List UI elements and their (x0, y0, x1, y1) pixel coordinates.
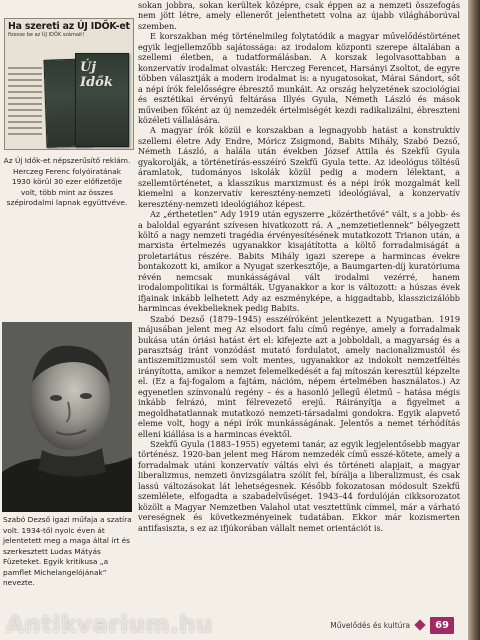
magazine-cover-front (75, 53, 129, 147)
section-diamond-icon (414, 619, 425, 630)
portrait-drawing (2, 322, 132, 512)
paragraph-1: sokan jobbra, sokan kerültek középre, csak éppen az a nemzeti összefogás nem jött létre, amely ellenerőt jelenthetett volna az újabb világháborúval szemben. (138, 0, 460, 31)
ad-fineprint-lines (8, 67, 42, 139)
ad-headline-second: fizesse be az ÚJ IDŐK számait! (8, 32, 85, 38)
book-spine-edge (468, 0, 480, 640)
main-text-column (138, 0, 460, 533)
page-number: 69 (430, 617, 454, 634)
paragraph-4: Az „érthetetlen” Ady 1919 után egyszerre „közérthetővé” vált, s a jobb- és a baloldal egyaránt szívesen hivatkozott rá. A „nemzetietlennek” bélyegzett költő a nagy nemzeti tragédia érvényesítésének mutatkozott Trianon után, a marxista értelmezés ugyanakkor kisajátította a költő forradalmiságát a proletariátus részére. Babits Mihály igazi szerepe a harmincas évekre bontakozott ki, amikor a Nyugat szerkesztője, a Baumgarten-díj kuratóriuma révén nemcsak munkásságával vált irodalmi vezérré, hanem irodalompolitikai is formálták. Ugyanakkor a kor is változott: a húszas évek ifjainak inkább lelhetett Ady az eszményképe, a higgadtabb, klasszicizálóbb harmincas évekbelieknek pedig Babits. (138, 209, 460, 314)
magazine-title: Új Idők (80, 60, 113, 90)
paragraph-5: Szabó Dezső (1879–1945) esszéíróként jelentkezett a Nyugatban. 1919 májusában jelent meg Az elsodort falu című regénye, amely a forradalmak bukása után óriási hatást ért el: kifejezte azt a jobboldali, a magyarság és a parasztság iránt vonzódást mutató fordulatot, amely nacionalizmustól és antiszemitizmustól sem volt mentes, ugyanakkor az indokolt nemzetféltés irányította, amikor a nemzet felemelkedését a faj mítoszán keresztül képzelte el. (Ez a faj-fogalom a fajtám, nációm, népem értelmében használatos.) Az egyenetlen színvonalú regény – és a hasonló jellegű életmű – hatása mégis inkább felrázó, mint félrevezető erejű. Ráirányítja a figyelmet a megoldhatatlannak mutatkozó nemzeti-társadalmi gondokra. Egyik alapvető eleme volt, hogy a népi írók munkásságának. Jelentős a nemet térhódítás elleni kiállása is a harmincas évektől. (138, 313, 460, 439)
portrait-photo-szabo-dezso (2, 322, 132, 512)
portrait-caption: Szabó Dezső igazi műfaja a szatíra volt. 1934-től nyolc éven át jelentetett meg a maga által írt és szerkesztett Ludas Mátyás Füzeteket. Egyik kritikusa „a pamflet Michelangelójának” nevezte. (3, 515, 132, 587)
ad-headline: Ha szereti az ÚJ IDŐK-et (8, 21, 130, 32)
watermark: Antikvarium.hu (6, 612, 213, 638)
paragraph-2: E korszakban még történelmileg folytatódik a magyar művelődéstörténet egyik legjellemzőbb sajátossága: az irodalom központi szerepe általában a szellemi életben, a tudatformálásban. A korszak legolvasottabban a konzervatív irodalmat olvasták: Herczeg Ferencet, Harsányi Zsoltot, de egyre többen választják a modern irodalmat is: a nyugatosokat, Márai Sándort, sőt a népi írók felelősségre ébresztő munkáit. Az ország helyzetének szociológiai és esztétikai érvényű feltárása Illyés Gyula, Németh László és mások műveiben főként az új nemzedék értelmiségét kezdi radikalizálni, ébreszteni közéleti vállalására. (138, 31, 460, 125)
paragraph-3: A magyar írók közül e korszakban a legnagyobb hatást a konstruktív szellemi életre Ady Endre, Móricz Zsigmond, Babits Mihály, Szabó Dezső, Németh László, a halála után években József Attila és Szekfű Gyula gyakorolják, a történetírás-esszéíró Szekfű Gyula tette. Az ideológus töltésű áramlatok, tudományos iskolák közül pedig a modern lélektant, a szellemtörténetet, a klasszikus marxizmust és a népi írók mozgalmát kell kiemelni a konzervatív keresztény-nemzeti ideológiával, a konzervatív keresztény-nemzeti ideológiához képest. (138, 125, 460, 209)
section-title: Művelődés és kultúra (330, 620, 411, 630)
paragraph-6: Szekfű Gyula (1883–1955) egyetemi tanár, az egyik legjelentősebb magyar történész. 1920-ban jelent meg Három nemzedék című esszé-kötete, amely a forradalmak utáni konzervatív váltás elvi és történeti alapjait, a magyar liberalizmus, nemzeti önvizsgálatra szólít fel, bírálja a liberalizmust, és csak lassú változásokat lát lehetségesnek. Később fokozatosan módosult Szekfű szemlélete, elfogadta a szabadelvűséget. 1943–44 fordulóján cikksorozatot közölt a Magyar Nemzetben Valahol utat vesztettünk címmel, már a várható vereségnek és következményeinek tudatában. Ekkor már kozismerten antifasiszta, s ez az ifjúkorában vállalt nemet orientációt is. (138, 439, 460, 533)
ad-caption: Az Új Idők-et népszerűsítő reklám. Herczeg Ferenc folyóiratának 1930 körül 30 ezer előfizetője volt, több mint az összes szépirodalmi lapnak együttvéve. (3, 156, 131, 207)
new-times-advertisement (4, 18, 134, 150)
page-footer (330, 614, 454, 636)
